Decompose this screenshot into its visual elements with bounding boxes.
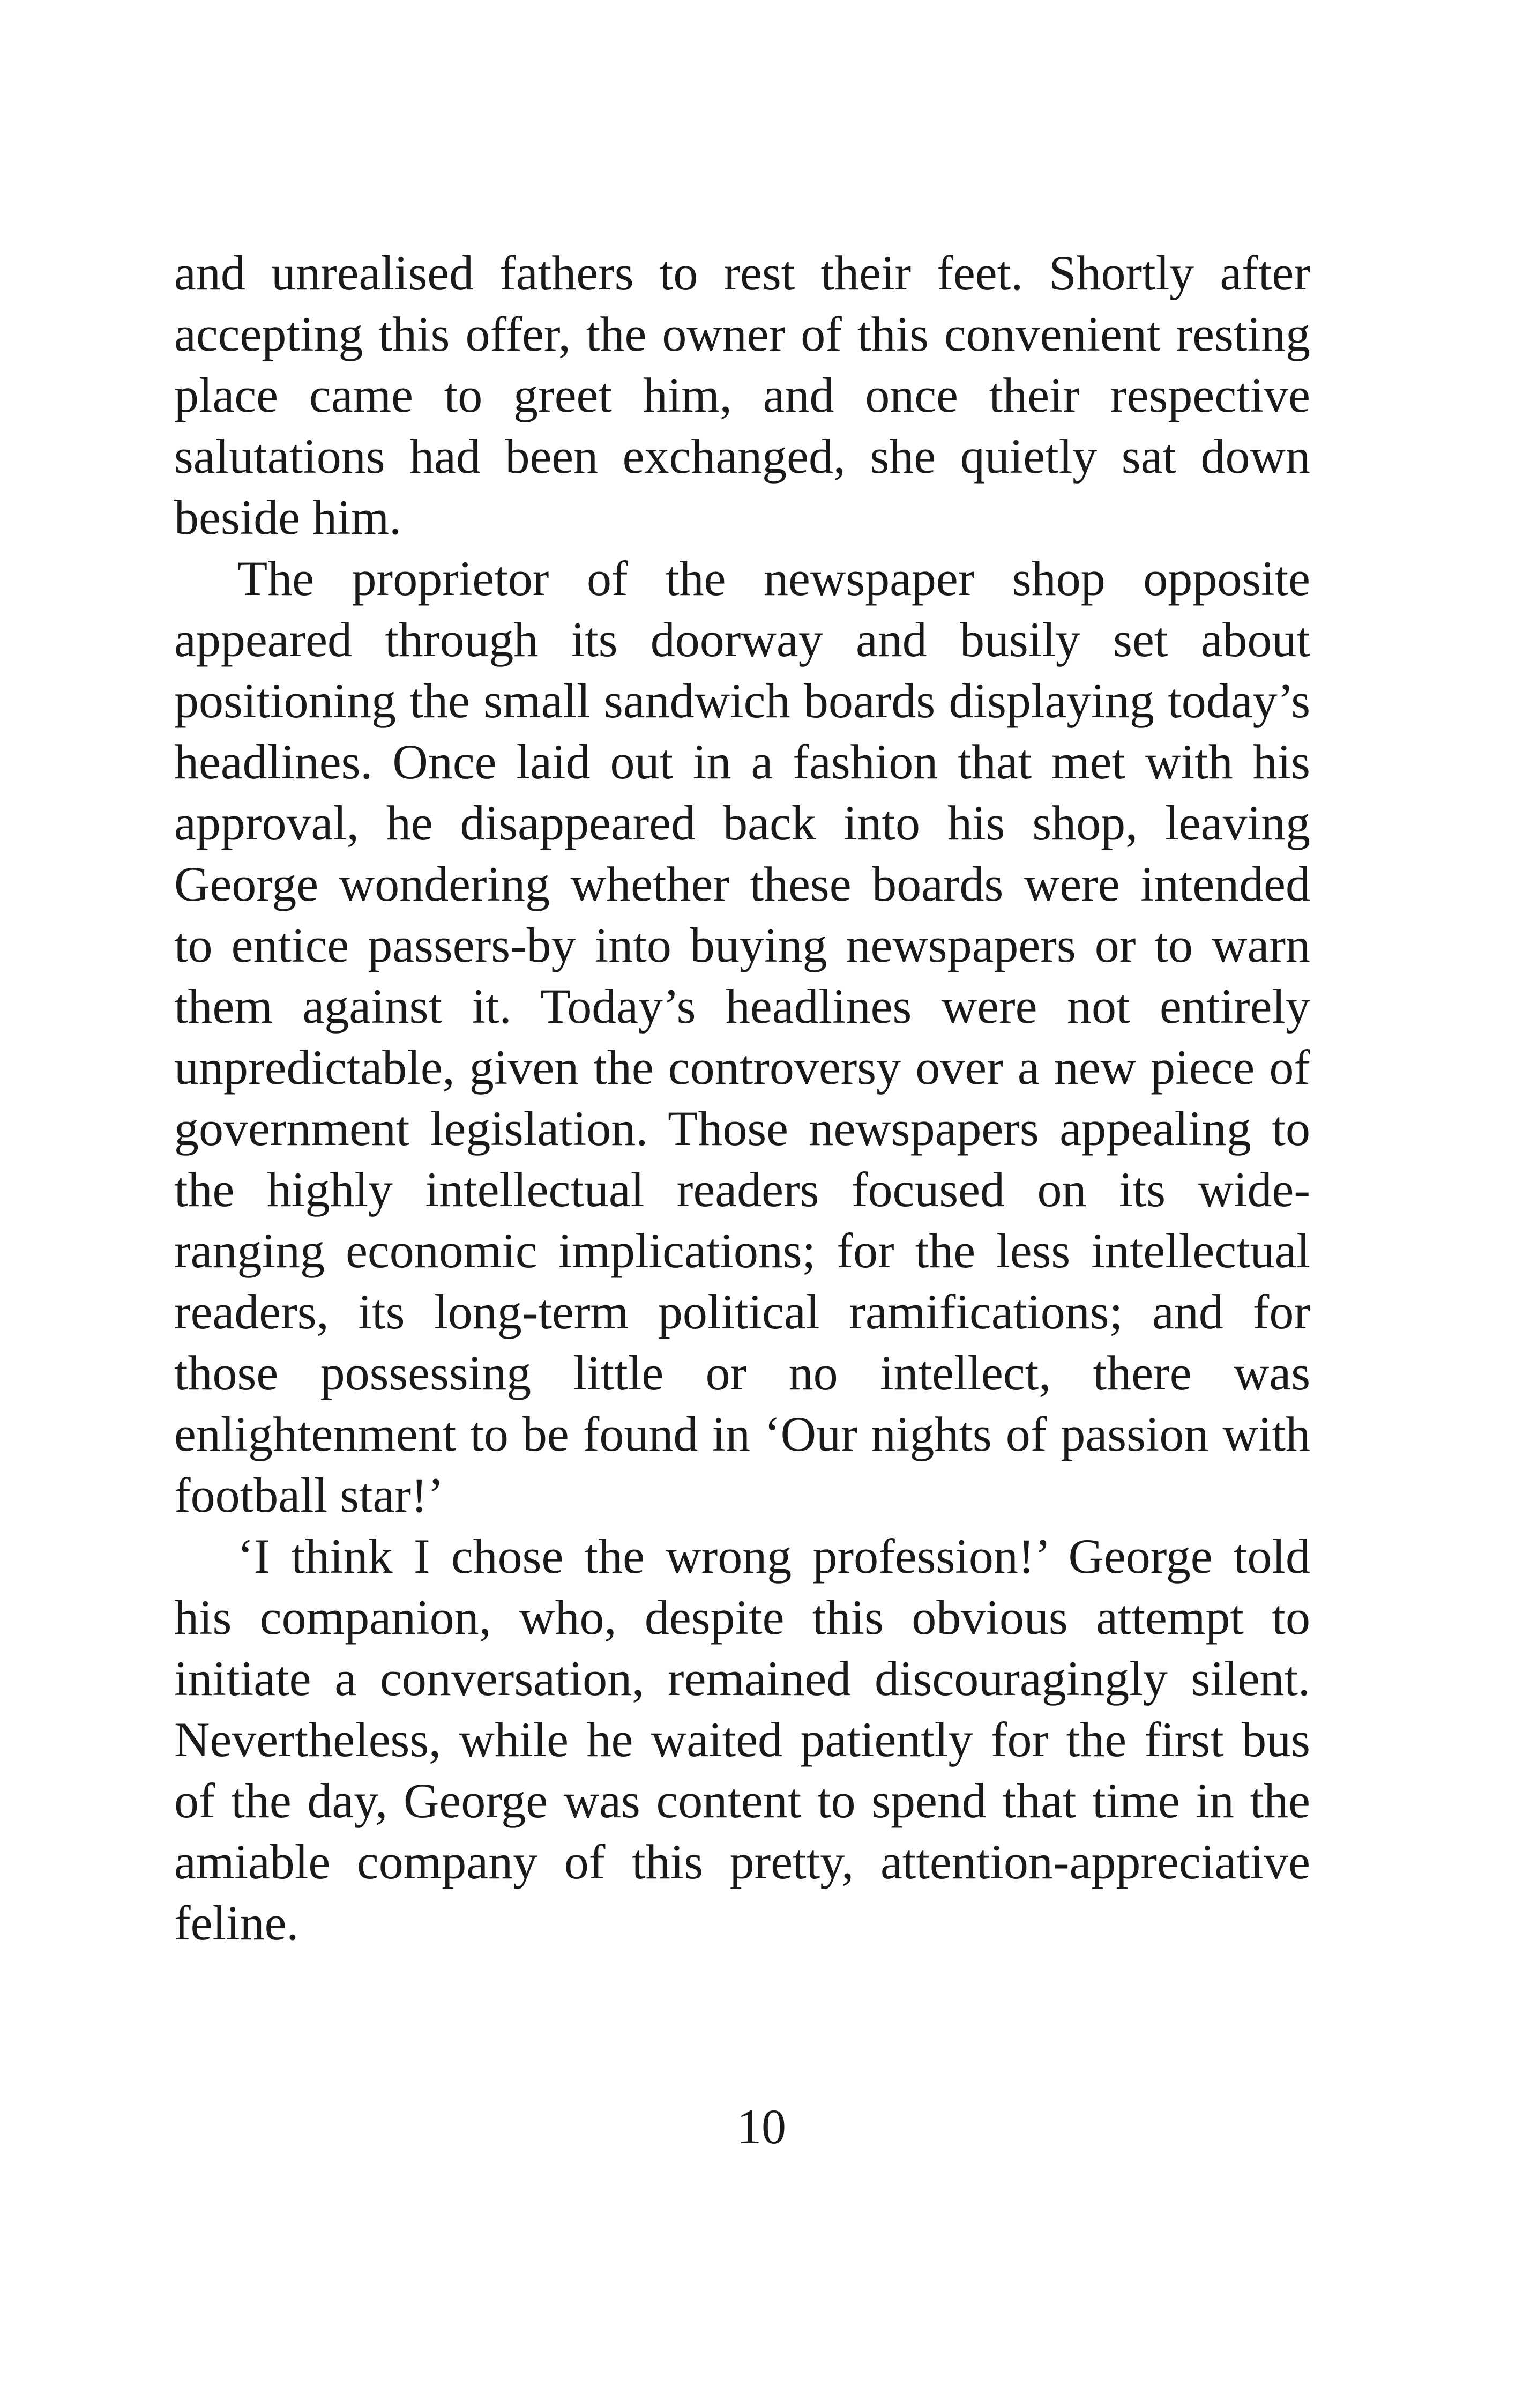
paragraph-2: The proprietor of the newspaper shop opposite appeared through its doorway and busily set about positioning the small sandwich boards displaying today’s headlines. Once laid out in a fashion that met with his approval, he disappeared back into his shop, leaving George wondering whether these boards were intended to entice passers-by into buying newspapers or to warn them against it. Today’s headlines were not entirely unpredictable, given the controversy over a new piece of government legislation. Those newspapers appealing to the highly intellectual readers focused on its wide-ranging economic implications; for the less intellectual readers, its long-term political ramifications; and for those possessing little or no intellect, there was enlightenment to be found in ‘Our nights of passion with football star!’ bbox=[174, 551, 1310, 1522]
page-number: 10 bbox=[737, 2099, 786, 2154]
paragraph-3: ‘I think I chose the wrong profession!’ George told his companion, who, despite this obvious attempt to initiate a conversation, remained discouragingly silent. Nevertheless, while he waited patiently for the first bus of the day, George was content to spend that time in the amiable company of this pretty, attention-appreciative feline. bbox=[174, 1529, 1310, 1950]
paragraph-1: and unrealised fathers to rest their feet. Shortly after accepting this offer, the owner of this convenient resting place came to greet him, and once their respective salutations had been exchanged, she quietly sat down beside him. bbox=[174, 246, 1310, 545]
body-text bbox=[174, 242, 1310, 1953]
